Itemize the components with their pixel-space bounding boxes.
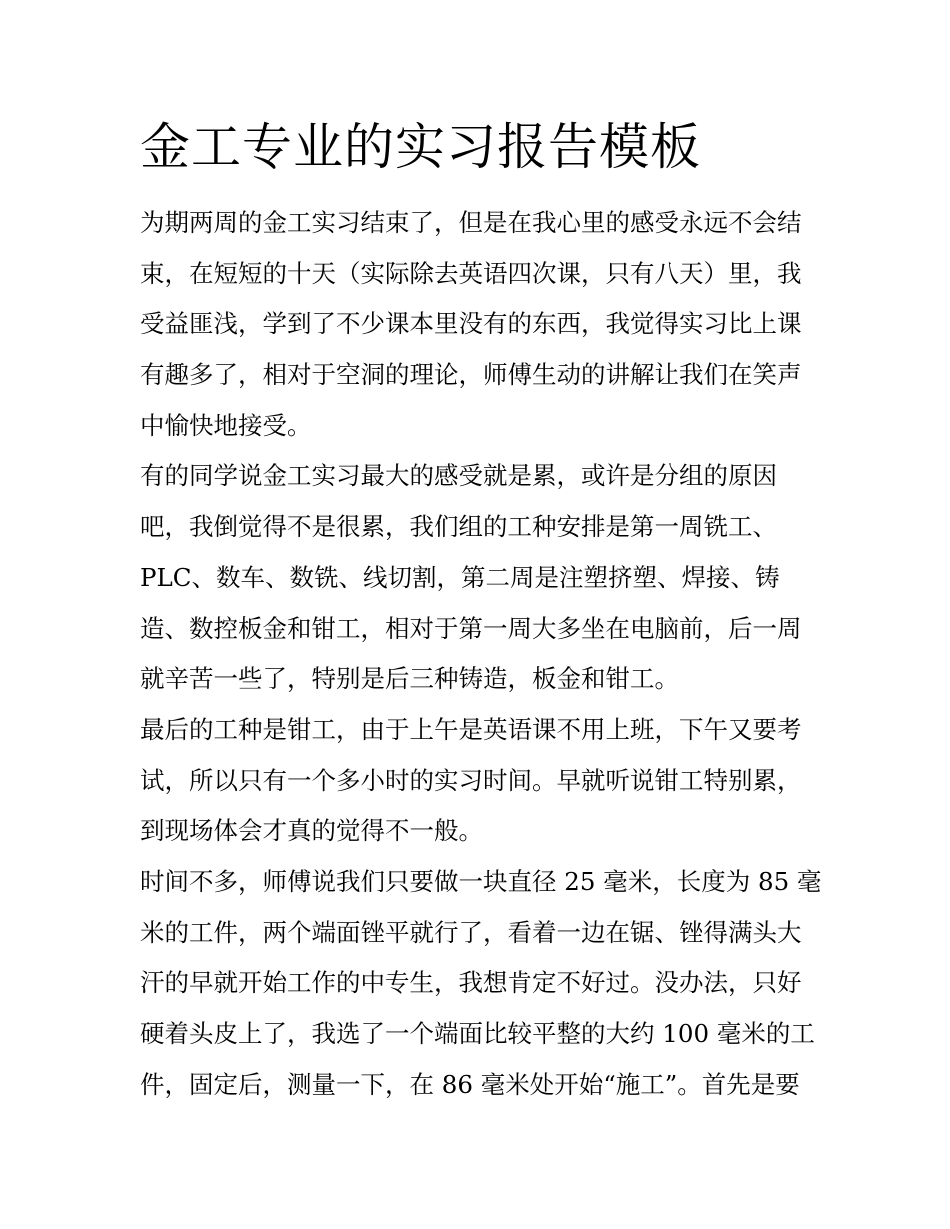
text-line: 受益匪浅，学到了不少课本里没有的东西，我觉得实习比上课 [140, 309, 802, 339]
paragraph-2 [140, 451, 820, 704]
text-line: 米的工件，两个端面锉平就行了，看着一边在锯、锉得满头大 [140, 917, 802, 947]
paragraph-4 [140, 857, 820, 1110]
text-line: 有的同学说金工实习最大的感受就是累，或许是分组的原因 [140, 461, 777, 491]
text-line: PLC、数车、数铣、线切割，第二周是注塑挤塑、焊接、铸 [140, 562, 780, 592]
text-line: 最后的工种是钳工，由于上午是英语课不用上班，下午又要考 [140, 714, 802, 744]
text-line: 有趣多了，相对于空洞的理论，师傅生动的讲解让我们在笑声 [140, 360, 802, 390]
text-line: 件，固定后，测量一下，在 86 毫米处开始“施工”。首先是要 [140, 1069, 800, 1099]
text-line: 束，在短短的十天（实际除去英语四次课，只有八天）里，我 [140, 258, 802, 288]
text-line: 为期两周的金工实习结束了，但是在我心里的感受永远不会结 [140, 208, 802, 237]
text-line: 中愉快地接受。 [140, 410, 312, 440]
paragraph-1 [140, 198, 820, 451]
document-title: 金工专业的实习报告模板 [140, 118, 701, 176]
text-line: 汗的早就开始工作的中专生，我想肯定不好过。没办法，只好 [140, 968, 802, 998]
paragraph-3 [140, 705, 820, 857]
text-line: 时间不多，师傅说我们只要做一块直径 25 毫米，长度为 85 毫 [140, 866, 822, 896]
text-line: 吧，我倒觉得不是很累，我们组的工种安排是第一周铣工、 [140, 512, 777, 542]
text-line: 硬着头皮上了，我选了一个端面比较平整的大约 100 毫米的工 [140, 1019, 815, 1048]
document-body [140, 198, 820, 1110]
text-line: 到现场体会才真的觉得不一般。 [140, 816, 483, 846]
text-line: 试，所以只有一个多小时的实习时间。早就听说钳工特别累， [140, 765, 802, 795]
text-line: 造、数控板金和钳工，相对于第一周大多坐在电脑前，后一周 [140, 613, 802, 643]
text-line: 就辛苦一些了，特别是后三种铸造，板金和钳工。 [140, 664, 679, 694]
